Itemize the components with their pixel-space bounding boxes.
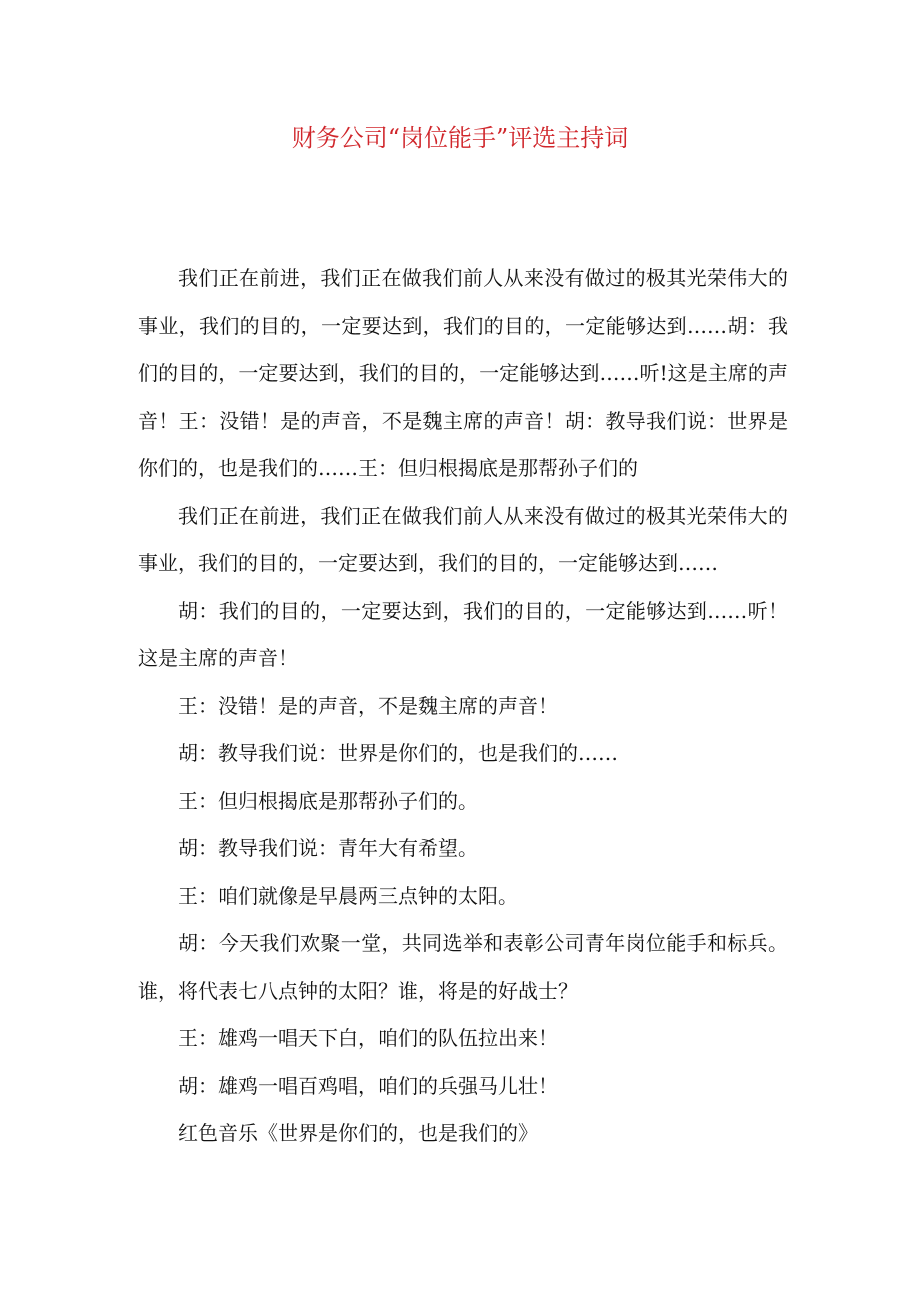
paragraph-4: 王：没错！是的声音，不是魏主席的声音！ xyxy=(178,693,558,718)
paragraph-6: 王：但归根揭底是那帮孙子们的。 xyxy=(178,788,478,813)
paragraph-5: 胡：教导我们说：世界是你们的，也是我们的…… xyxy=(178,741,618,765)
paragraph-9: 胡：今天我们欢聚一堂，共同选举和表彰公司青年岗位能手和标兵。谁，将代表七八点钟的太阳？谁，将是的好战士？ xyxy=(138,931,788,1003)
paragraph-1: 我们正在前进，我们正在做我们前人从来没有做过的极其光荣伟大的事业，我们的目的，一定要达到，我们的目的，一定能够达到……胡：我们的目的，一定要达到，我们的目的，一定能够达到……听!这是主席的声音！王：没错！是的声音，不是魏主席的声音！胡：教导我们说：世界是你们的，也是我们的……王：但归根揭底是那帮孙子们的 xyxy=(138,266,788,480)
paragraph-12: 红色音乐《世界是你们的，也是我们的》 xyxy=(178,1121,538,1145)
document-body xyxy=(138,255,788,1158)
paragraph-7: 胡：教导我们说：青年大有希望。 xyxy=(178,836,478,860)
paragraph-8: 王：咱们就像是早晨两三点钟的太阳。 xyxy=(178,883,518,908)
document-title: 财务公司“岗位能手”评选主持词 xyxy=(291,124,629,152)
paragraph-11: 胡：雄鸡一唱百鸡唱，咱们的兵强马儿壮！ xyxy=(178,1073,558,1098)
paragraph-10: 王：雄鸡一唱天下白，咱们的队伍拉出来！ xyxy=(178,1026,558,1050)
paragraph-3: 胡：我们的目的，一定要达到，我们的目的，一定能够达到……听！这是主席的声音！ xyxy=(138,598,788,670)
paragraph-2: 我们正在前进，我们正在做我们前人从来没有做过的极其光荣伟大的事业，我们的目的，一定要达到，我们的目的，一定能够达到…… xyxy=(138,503,788,575)
